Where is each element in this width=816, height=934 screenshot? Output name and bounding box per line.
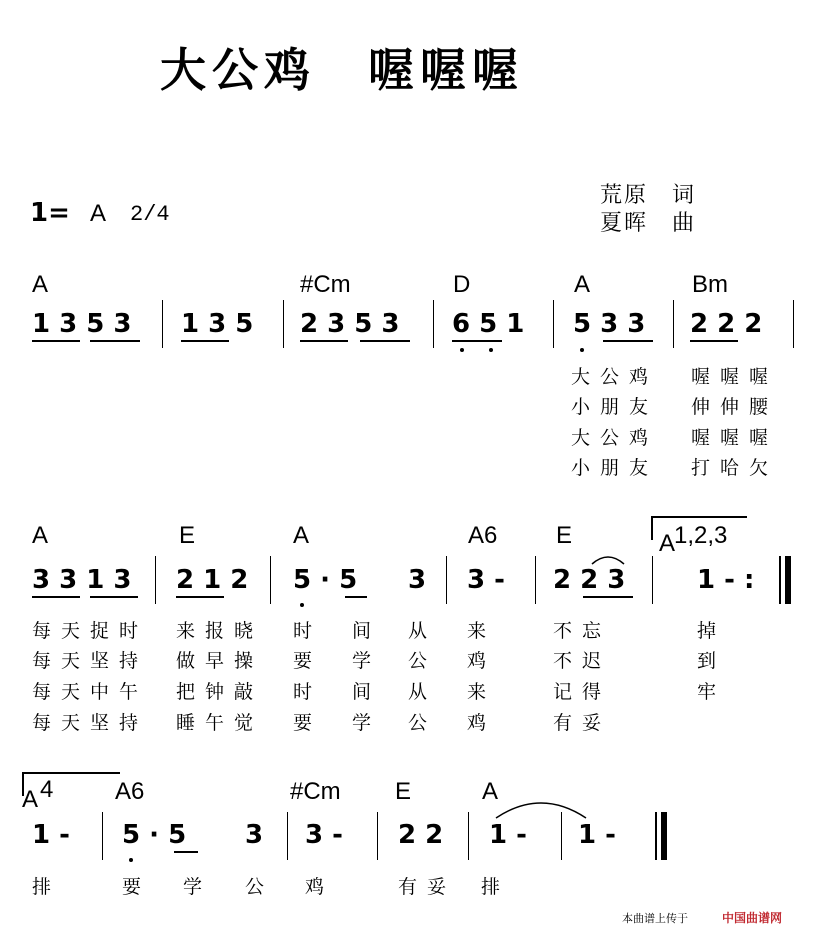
lyric-text: 牢	[697, 681, 727, 703]
lyric-text: 时	[293, 681, 323, 703]
beam-line	[90, 340, 140, 342]
lyric-text: 小朋友	[571, 457, 659, 479]
measure-notes: 5 3 3	[573, 309, 646, 339]
composer-credit: 夏晖 曲	[600, 211, 697, 236]
lyric-text: 鸡	[305, 876, 335, 898]
bar-line	[468, 812, 469, 860]
bar-line	[155, 556, 156, 604]
volta-label: A	[659, 530, 676, 557]
volta-ending-number: 4	[40, 776, 54, 803]
measure-notes: 6 5 1	[452, 309, 525, 339]
lyric-text: 排	[32, 876, 62, 898]
chord-symbol: D	[453, 271, 471, 298]
lyric-text: 掉	[697, 620, 727, 642]
lyric-text: 鸡	[467, 712, 497, 734]
lyric-text: 学	[352, 712, 382, 734]
tie-arc	[494, 796, 588, 820]
lyric-text: 打哈欠	[691, 457, 779, 479]
volta-endings: 1,2,3	[674, 522, 728, 549]
volta-bracket	[651, 516, 747, 518]
lyric-text: 要	[293, 712, 323, 734]
measure-notes: 1 -	[578, 820, 616, 850]
lower-octave-dot	[460, 348, 464, 352]
upload-note: 本曲谱上传于	[622, 912, 688, 925]
lyric-text: 每天坚持	[32, 712, 149, 734]
lyric-text: 睡午觉	[176, 712, 264, 734]
lyric-text: 喔喔喔	[691, 427, 779, 449]
measure-notes: 2 2 2	[690, 309, 763, 339]
lyric-text: 间	[352, 681, 382, 703]
measure-notes: 2 3 5 3	[300, 309, 400, 339]
lyric-text: 每天捉时	[32, 620, 149, 642]
beam-line	[32, 340, 80, 342]
repeat-bar-thin	[779, 556, 781, 604]
lyric-text: 从	[408, 681, 438, 703]
lower-octave-dot	[489, 348, 493, 352]
chord-symbol: A	[32, 522, 49, 549]
lyric-text: 把钟敲	[176, 681, 264, 703]
bar-line	[553, 300, 554, 348]
lyric-text: 每天中午	[32, 681, 149, 703]
measure-notes: 5 · 5	[293, 565, 358, 595]
lyric-text: 到	[697, 650, 727, 672]
time-signature: 2/4	[130, 202, 170, 227]
beam-line	[452, 340, 502, 342]
chord-symbol: A	[574, 271, 591, 298]
bar-line	[673, 300, 674, 348]
measure-notes: 3 -	[305, 820, 343, 850]
chord-symbol: A	[32, 271, 49, 298]
lyric-text: 鸡	[467, 650, 497, 672]
lyric-text: 要	[122, 876, 152, 898]
key-tonic: A	[90, 200, 107, 227]
chord-symbol: E	[556, 522, 573, 549]
beam-line	[345, 596, 367, 598]
beam-line	[90, 596, 138, 598]
lyric-text: 间	[352, 620, 382, 642]
lyric-text: 伸伸腰	[691, 396, 779, 418]
measure-notes: 1 - :	[697, 565, 755, 595]
lyric-text: 来	[467, 681, 497, 703]
bar-line	[793, 300, 794, 348]
bar-line	[283, 300, 284, 348]
measure-notes: 3	[245, 820, 264, 850]
lyric-text: 学	[352, 650, 382, 672]
lyric-text: 不迟	[553, 650, 612, 672]
lyric-text: 要	[293, 650, 323, 672]
lyric-text: 小朋友	[571, 396, 659, 418]
lyric-text: 做早操	[176, 650, 264, 672]
bar-line	[433, 300, 434, 348]
measure-notes: 3	[408, 565, 427, 595]
bar-line	[652, 556, 653, 604]
chord-symbol: A6	[468, 522, 498, 549]
measure-notes: 3 3 1 3	[32, 565, 132, 595]
measure-notes: 1 3 5 3	[32, 309, 132, 339]
lyric-text: 学	[183, 876, 213, 898]
bar-line	[535, 556, 536, 604]
measure-notes: 2 2 3	[553, 565, 626, 595]
lyric-text: 公	[408, 650, 438, 672]
lyric-text: 来	[467, 620, 497, 642]
beam-line	[603, 340, 653, 342]
lyric-text: 时	[293, 620, 323, 642]
measure-notes: 1 -	[32, 820, 70, 850]
bar-line	[377, 812, 378, 860]
lyric-text: 喔喔喔	[691, 366, 779, 388]
lyric-text: 来报晓	[176, 620, 264, 642]
measure-notes: 3 -	[467, 565, 505, 595]
tie-arc	[590, 552, 626, 566]
lyric-text: 从	[408, 620, 438, 642]
site-logo[interactable]: 中国曲谱网	[722, 911, 783, 925]
beam-line	[32, 596, 80, 598]
lyric-text: 公	[245, 876, 275, 898]
beam-line	[690, 340, 738, 342]
lyric-text: 大公鸡	[571, 427, 659, 449]
beam-line	[174, 851, 198, 853]
lyric-text: 每天坚持	[32, 650, 149, 672]
measure-notes: 2 1 2	[176, 565, 249, 595]
bar-line	[162, 300, 163, 348]
bar-line	[287, 812, 288, 860]
bar-line	[446, 556, 447, 604]
volta-bracket	[22, 772, 120, 774]
repeat-bar-thick	[785, 556, 791, 604]
key-prefix: 1=	[30, 198, 70, 228]
measure-notes: 1 3 5	[181, 309, 254, 339]
chord-symbol: A6	[115, 778, 145, 805]
bar-line	[270, 556, 271, 604]
lyric-text: 记得	[553, 681, 612, 703]
measure-notes: 2 2	[398, 820, 444, 850]
beam-line	[300, 340, 348, 342]
lower-octave-dot	[129, 858, 133, 862]
chord-symbol: A	[293, 522, 310, 549]
lower-octave-dot	[300, 603, 304, 607]
chord-symbol: #Cm	[300, 271, 351, 298]
lyric-text: 有妥	[398, 876, 457, 898]
bar-line	[102, 812, 103, 860]
final-bar-thick	[661, 812, 667, 860]
lyric-text: 有妥	[553, 712, 612, 734]
lyric-text: 排	[481, 876, 511, 898]
score-title: 大公鸡 喔喔喔	[160, 43, 524, 97]
chord-symbol: E	[395, 778, 412, 805]
measure-notes: 1 -	[489, 820, 527, 850]
chord-symbol: E	[179, 522, 196, 549]
measure-notes: 5 · 5	[122, 820, 187, 850]
beam-line	[360, 340, 410, 342]
volta-bracket-edge	[651, 516, 653, 540]
lower-octave-dot	[580, 348, 584, 352]
final-bar-thin	[655, 812, 657, 860]
volta-label: A	[22, 786, 39, 813]
chord-symbol: #Cm	[290, 778, 341, 805]
lyric-text: 公	[408, 712, 438, 734]
lyric-text: 不忘	[553, 620, 612, 642]
bar-line	[561, 812, 562, 860]
lyric-text: 大公鸡	[571, 366, 659, 388]
beam-line	[583, 596, 633, 598]
beam-line	[181, 340, 229, 342]
beam-line	[176, 596, 224, 598]
chord-symbol: A	[482, 778, 499, 805]
chord-symbol: Bm	[692, 271, 728, 298]
lyricist-credit: 荒原 词	[600, 183, 697, 208]
